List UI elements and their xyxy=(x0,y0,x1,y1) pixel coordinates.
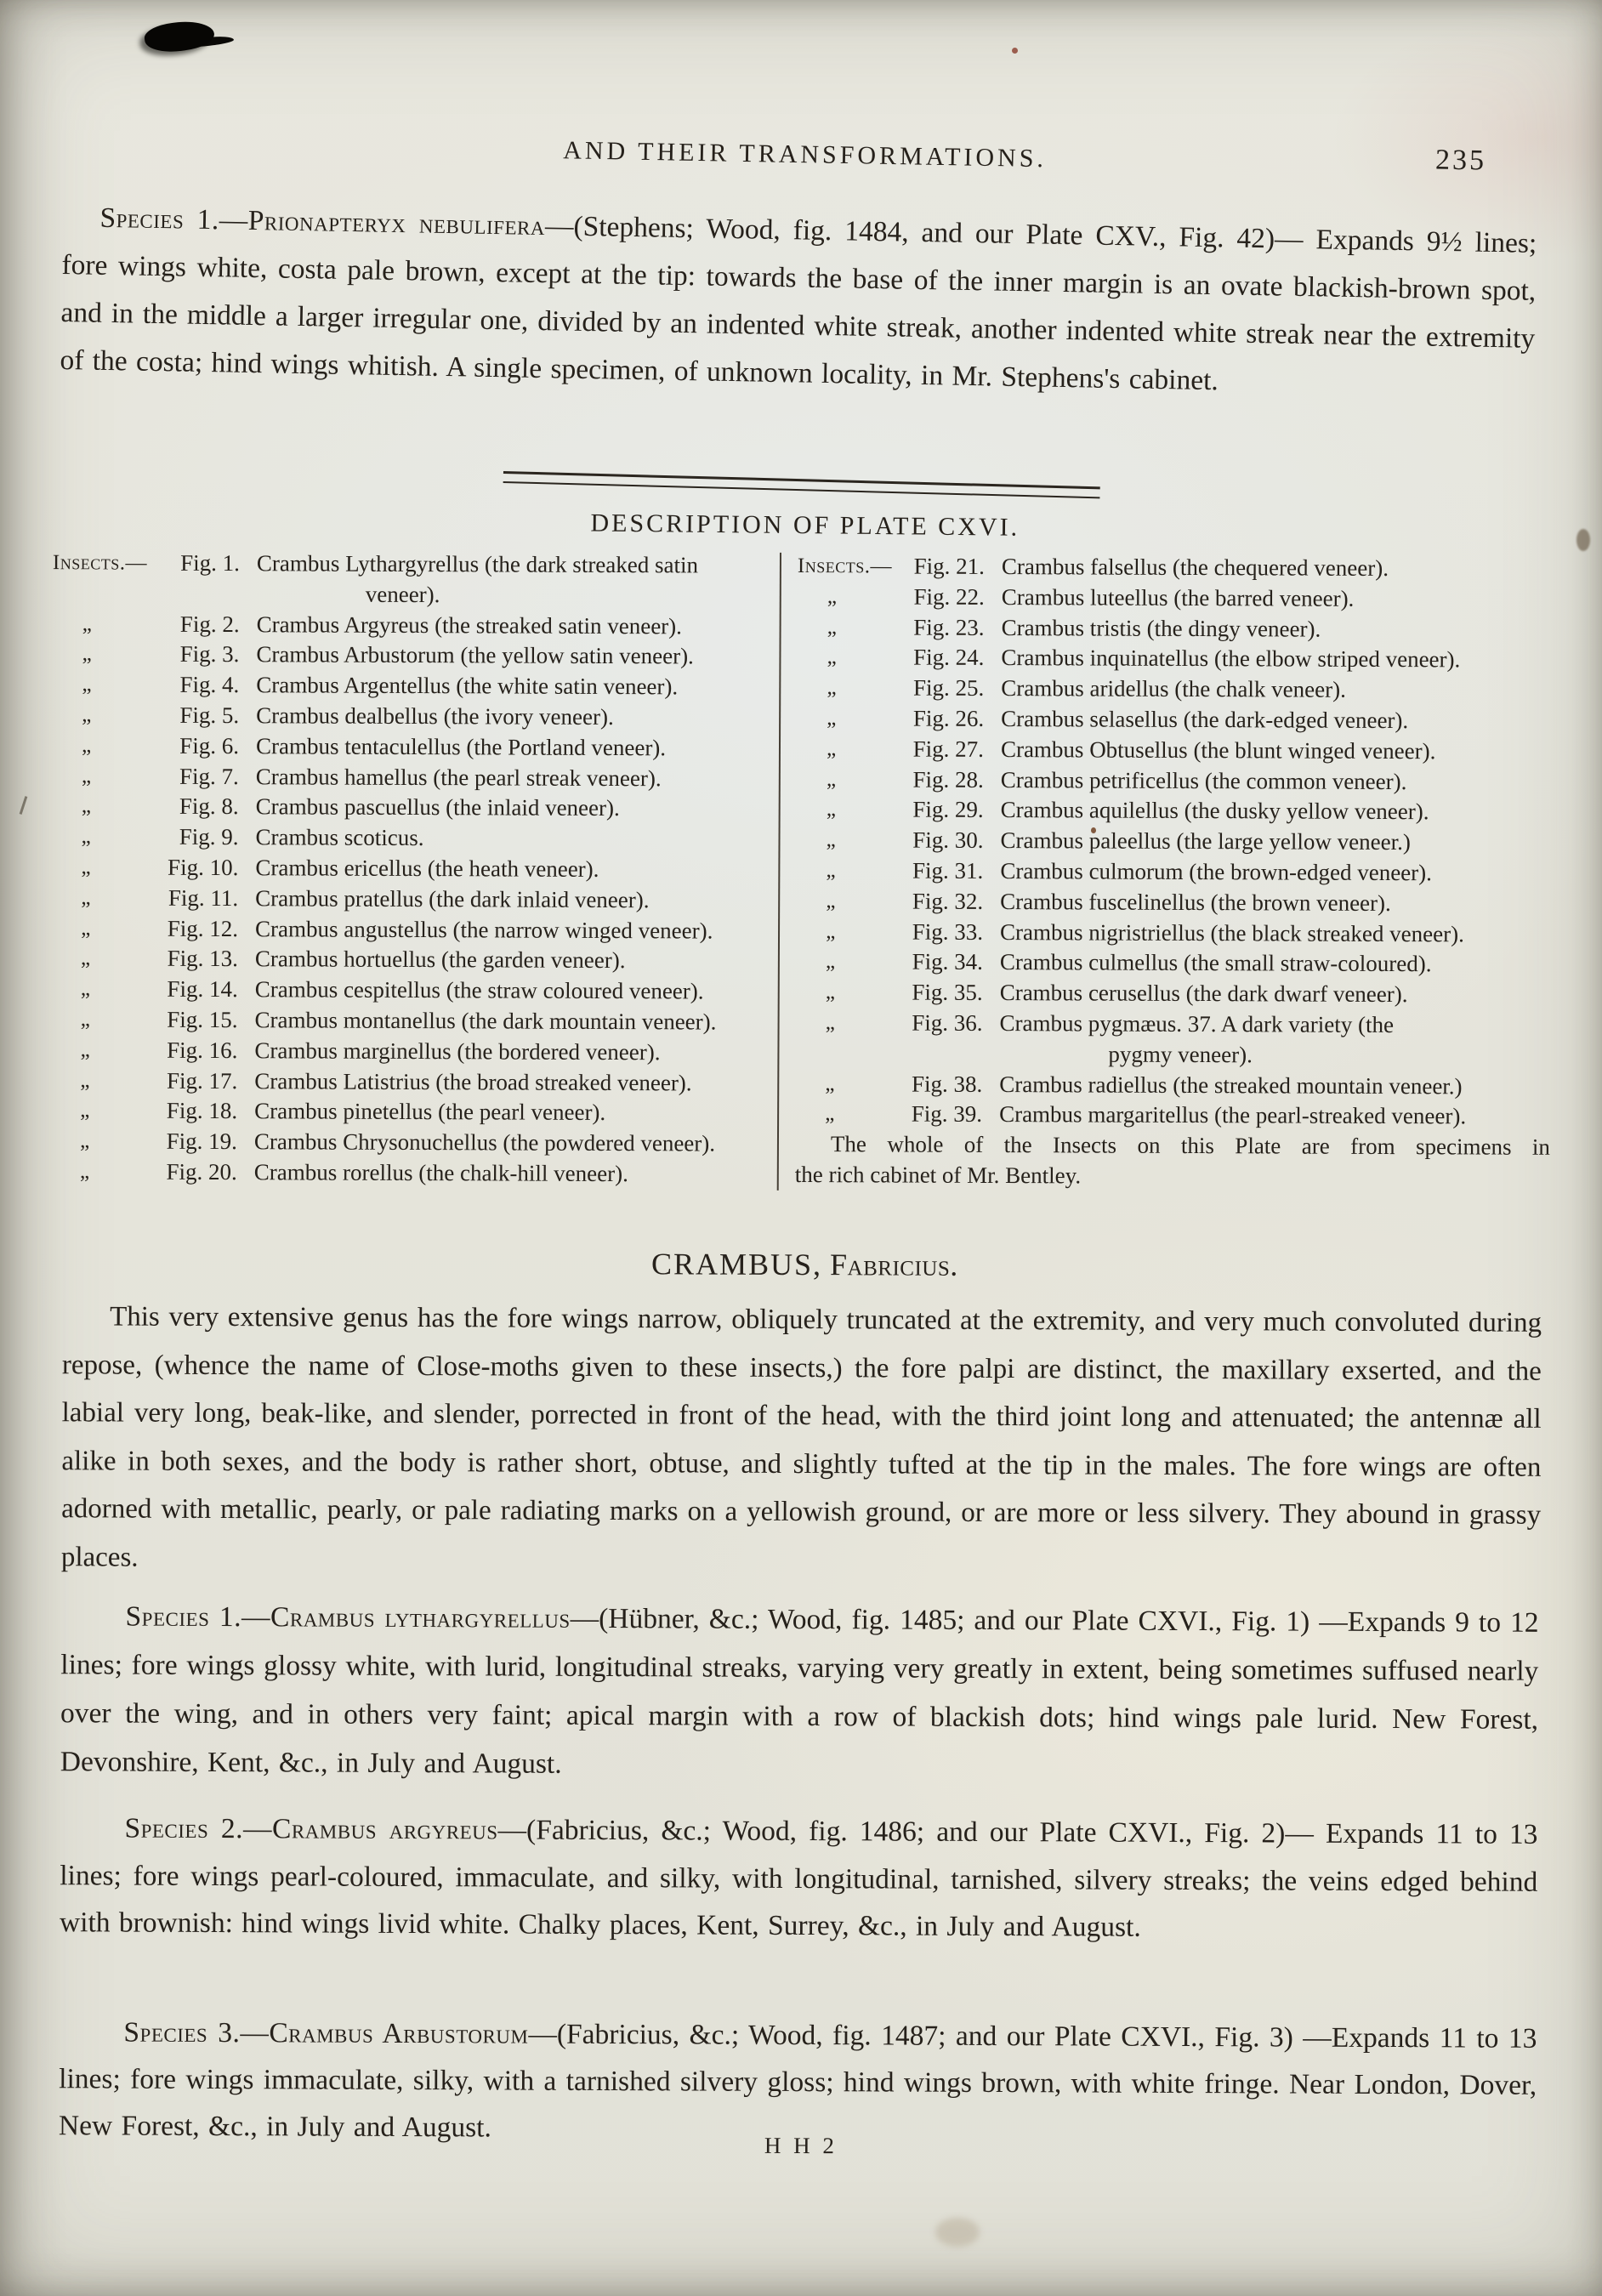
fig-species: Crambus Chrysonuchellus (the powdered veneer). xyxy=(253,1128,716,1157)
fig-number: Fig. 1. xyxy=(180,549,240,577)
fig-number: Fig. 7. xyxy=(179,763,239,789)
page-number: 235 xyxy=(1434,144,1487,177)
fig-number: Fig. 36. xyxy=(912,1009,983,1036)
fig-species: Crambus radiellus (the streaked mountain veneer.) xyxy=(999,1071,1463,1099)
species-body-text: —(Hübner, &c.; Wood, fig. 1485; and our Plate CXVI., Fig. 1) —Expands 9 to 12 lines; fore wings glossy white, with lurid, longitudinal streaks, varying very greatly in extent, being sometimes suffused nearly over the wing, and in others very faint; apical margin with a row of blackish dots; hind wings pale lurid. New Forest, Devonshire, Kent, &c., in July and August. xyxy=(60,1602,1539,1780)
ditto-mark: „ xyxy=(82,673,93,696)
fig-number: Fig. 35. xyxy=(912,979,983,1006)
species-paragraph xyxy=(60,1592,1539,1793)
fig-species: Crambus inquinatellus (the elbow striped veneer). xyxy=(1001,645,1461,673)
fig-species: Crambus hortuellus (the garden veneer). xyxy=(254,946,626,974)
ditto-mark: „ xyxy=(825,1102,835,1126)
species-body-text: —(Fabricius, &c.; Wood, fig. 1487; and our Plate CXVI., Fig. 3) —Expands 11 to 13 lines; fore wings immaculate, silky, with a tarnished silvery gloss; hind wings brown, with white fringe. Near London, Dover, New Forest, &c., in July and August. xyxy=(58,2018,1537,2144)
ditto-mark: „ xyxy=(81,886,92,910)
fig-number: Fig. 24. xyxy=(913,644,985,671)
fig-number: Fig. 2. xyxy=(179,611,240,637)
fig-species: Crambus nigristriellus (the black streaked veneer). xyxy=(999,918,1464,946)
ditto-mark: „ xyxy=(81,825,92,849)
ditto-mark: „ xyxy=(826,859,837,883)
page-signature: H H 2 xyxy=(764,2132,838,2159)
ditto-mark: „ xyxy=(80,1038,91,1062)
genus-heading xyxy=(65,1243,1544,1286)
ditto-mark: „ xyxy=(826,889,837,912)
fig-species: Crambus marginellus (the bordered veneer). xyxy=(254,1037,661,1066)
genus-description-paragraph: This very extensive genus has the fore wings narrow, obliquely truncated at the extremity, and very much convoluted during repose, (whence the name of Close-moths given to these insects,) the fore palpi are distinct, the maxillary exserted, and the labial very long, beak-like, and slender, porrected in front of the head, with the third joint long and attenuated; the antennæ all alike in both sexes, and the body is rather short, obtuse, and slightly tufted at the tip in the males. The fore wings are often adorned with metallic, pearly, or pale radiating marks on a yellowish ground, or are more or less silvery. They abound in grassy places. xyxy=(60,1301,1542,1573)
ditto-mark: „ xyxy=(827,615,838,639)
insects-label: Insects.— xyxy=(797,554,893,578)
fig-species: Crambus Lythargyrellus (the dark streaked satin xyxy=(256,550,699,578)
fig-number: Fig. 8. xyxy=(179,793,239,820)
fig-number: Fig. 27. xyxy=(912,736,985,762)
fig-species: Crambus hamellus (the pearl streak veneer). xyxy=(255,763,662,791)
fig-number: Fig. 14. xyxy=(167,975,238,1003)
fig-species: Crambus pygmæus. 37. A dark variety (the xyxy=(999,1009,1395,1037)
ditto-mark: „ xyxy=(81,855,92,879)
fig-number: Fig. 39. xyxy=(911,1100,983,1128)
fig-number: Fig. 25. xyxy=(912,674,985,702)
species-heading-text: Species 3.—Crambus Arbustorum xyxy=(123,2016,529,2050)
ditto-mark: „ xyxy=(826,828,837,852)
ditto-mark: „ xyxy=(80,1008,91,1031)
ditto-mark: „ xyxy=(825,1071,836,1095)
ditto-mark: „ xyxy=(826,919,836,943)
ditto-mark: „ xyxy=(82,703,93,727)
ditto-mark: „ xyxy=(81,794,92,818)
ditto-mark: „ xyxy=(827,707,837,730)
fig-number: Fig. 38. xyxy=(911,1071,983,1097)
fig-number: Fig. 23. xyxy=(913,614,985,640)
ditto-mark: „ xyxy=(80,1068,91,1092)
fig-species: Crambus pinetellus (the pearl veneer). xyxy=(254,1098,606,1126)
fig-species: Crambus tristis (the dingy veneer). xyxy=(1001,614,1321,642)
fig-continuation: veneer). xyxy=(365,581,440,607)
ditto-mark: „ xyxy=(81,946,91,970)
fig-number: Fig. 15. xyxy=(167,1006,238,1033)
fig-number: Fig. 6. xyxy=(179,732,240,759)
fig-species: Crambus fuscelinellus (the brown veneer). xyxy=(1000,888,1391,916)
fig-species: Crambus Latistrius (the broad streaked veneer). xyxy=(254,1067,692,1095)
ditto-mark: „ xyxy=(80,977,91,1001)
fig-number: Fig. 30. xyxy=(912,827,984,854)
fig-number: Fig. 17. xyxy=(166,1067,238,1094)
ditto-mark: „ xyxy=(81,916,91,940)
fig-species: Crambus selasellus (the dark-edged veneer). xyxy=(1001,706,1409,734)
fig-species: Crambus aridellus (the chalk veneer). xyxy=(1001,675,1346,702)
ditto-mark: „ xyxy=(827,645,838,669)
fig-number: Fig. 31. xyxy=(912,857,984,884)
fig-species: Crambus Obtusellus (the blunt winged veneer). xyxy=(1000,736,1436,764)
ditto-mark: „ xyxy=(82,734,92,758)
ditto-mark: „ xyxy=(827,736,837,760)
fig-species: Crambus Argyreus (the streaked satin veneer). xyxy=(256,611,683,639)
fig-species: Crambus margaritellus (the pearl-streaked veneer). xyxy=(999,1101,1467,1129)
fig-number: Fig. 21. xyxy=(913,553,985,579)
fig-species: Crambus culmellus (the small straw-coloured). xyxy=(999,949,1432,977)
ditto-mark: „ xyxy=(80,1129,90,1153)
fig-number: Fig. 9. xyxy=(179,823,239,850)
plate-note-line: the rich cabinet of Mr. Bentley. xyxy=(794,1161,1082,1189)
fig-number: Fig. 11. xyxy=(168,884,239,911)
fig-number: Fig. 18. xyxy=(166,1098,238,1124)
genus-name: CRAMBUS, xyxy=(650,1247,823,1282)
fig-number: Fig. 33. xyxy=(912,918,984,945)
fig-number: Fig. 19. xyxy=(166,1128,238,1155)
plate-note-line: The whole of the Insects on this Plate are from specimens in xyxy=(830,1131,1551,1160)
fig-species: Crambus montanellus (the dark mountain veneer). xyxy=(254,1007,717,1035)
fig-species: Crambus tentaculellus (the Portland veneer). xyxy=(255,732,667,761)
insects-label: Insects.— xyxy=(52,551,148,575)
fig-species: Crambus luteellus (the barred veneer). xyxy=(1001,583,1355,611)
fig-number: Fig. 29. xyxy=(912,796,984,823)
running-header: AND THEIR TRANSFORMATIONS. xyxy=(562,136,1048,173)
fig-species: Crambus aquilellus (the dusky yellow veneer). xyxy=(1000,797,1429,825)
fig-species: Crambus rorellus (the chalk-hill veneer). xyxy=(253,1159,628,1187)
ditto-mark: „ xyxy=(82,642,93,666)
genus-author: Fabricius. xyxy=(829,1247,958,1282)
species-heading-text: Species 2.—Crambus argyreus xyxy=(124,1812,498,1846)
ditto-mark: „ xyxy=(80,1099,90,1122)
fig-continuation: pygmy veneer). xyxy=(1108,1041,1253,1068)
ditto-mark: „ xyxy=(827,584,838,608)
ditto-mark: „ xyxy=(826,767,837,791)
fig-number: Fig. 4. xyxy=(179,672,240,698)
ditto-mark: „ xyxy=(827,676,838,700)
fig-number: Fig. 12. xyxy=(167,915,239,941)
fig-species: Crambus petrificellus (the common veneer). xyxy=(1000,766,1407,794)
fig-species: Crambus dealbellus (the ivory veneer). xyxy=(256,702,614,730)
fig-species: Crambus cerusellus (the dark dwarf veneer). xyxy=(999,980,1408,1008)
fig-number: Fig. 32. xyxy=(912,888,984,914)
fig-number: Fig. 22. xyxy=(913,583,985,610)
species-body-text: —(Fabricius, &c.; Wood, fig. 1486; and our Plate CXVI., Fig. 2)— Expands 11 to 13 lines; fore wings pearl-coloured, immaculate, and silky, with longitudinal, tarnished, silvery streaks; the veins edged behind with brownish: hind wings livid white. Chalky places, Kent, Surrey, &c., in July and August. xyxy=(59,1814,1538,1943)
fig-number: Fig. 28. xyxy=(912,766,984,793)
ditto-mark: „ xyxy=(825,980,836,1004)
fig-number: Fig. 10. xyxy=(168,854,239,881)
fig-number: Fig. 20. xyxy=(166,1158,237,1185)
species-heading-text: Species 1.—Prionapteryx nebulifera xyxy=(99,202,546,242)
fig-species: Crambus Argentellus (the white satin veneer). xyxy=(256,672,679,700)
fig-number: Fig. 34. xyxy=(912,948,983,975)
fig-species: Crambus pascuellus (the inlaid veneer). xyxy=(255,793,620,821)
species-body-text: —(Stephens; Wood, fig. 1484, and our Plate CXV., Fig. 42)— Expands 9½ lines; fore wings white, costa pale brown, except at the tip: towards the base of the inner margin is an ovate blackish-brown spot, and in the middle a larger irregular one, divided by an indented white streak, another indented white streak near the extremity of the costa; hind wings whitish. A single specimen, of unknown locality, in Mr. Stephens's cabinet. xyxy=(60,210,1537,397)
ditto-mark: „ xyxy=(826,950,836,974)
ditto-mark: „ xyxy=(825,1011,836,1035)
fig-species: Crambus angustellus (the narrow winged veneer). xyxy=(254,915,713,944)
fig-species: Crambus falsellus (the chequered veneer). xyxy=(1001,554,1389,582)
fig-species: Crambus ericellus (the heath veneer). xyxy=(255,855,599,882)
fig-number: Fig. 3. xyxy=(179,641,240,668)
fig-species: Crambus paleellus (the large yellow veneer.) xyxy=(1000,827,1411,855)
fig-species: Crambus Arbustorum (the yellow satin veneer). xyxy=(256,641,694,669)
species-heading-text: Species 1.—Crambus lythargyrellus xyxy=(125,1600,571,1634)
plate-description-heading: DESCRIPTION OF PLATE CXVI. xyxy=(590,509,1020,542)
fig-number: Fig. 5. xyxy=(179,702,240,729)
ditto-mark: „ xyxy=(81,764,92,787)
fig-species: Crambus culmorum (the brown-edged veneer). xyxy=(1000,857,1433,886)
fig-number: Fig. 26. xyxy=(912,705,985,731)
fig-species: Crambus scoticus. xyxy=(255,824,424,851)
ditto-mark: „ xyxy=(826,798,837,821)
ditto-mark: „ xyxy=(79,1160,90,1184)
fig-number: Fig. 13. xyxy=(167,946,238,972)
fig-number: Fig. 16. xyxy=(167,1037,238,1063)
fig-species: Crambus cespitellus (the straw coloured veneer). xyxy=(254,976,704,1004)
fig-species: Crambus pratellus (the dark inlaid veneer). xyxy=(255,884,650,912)
species-paragraph xyxy=(60,1804,1538,1952)
ditto-mark: „ xyxy=(82,611,93,635)
